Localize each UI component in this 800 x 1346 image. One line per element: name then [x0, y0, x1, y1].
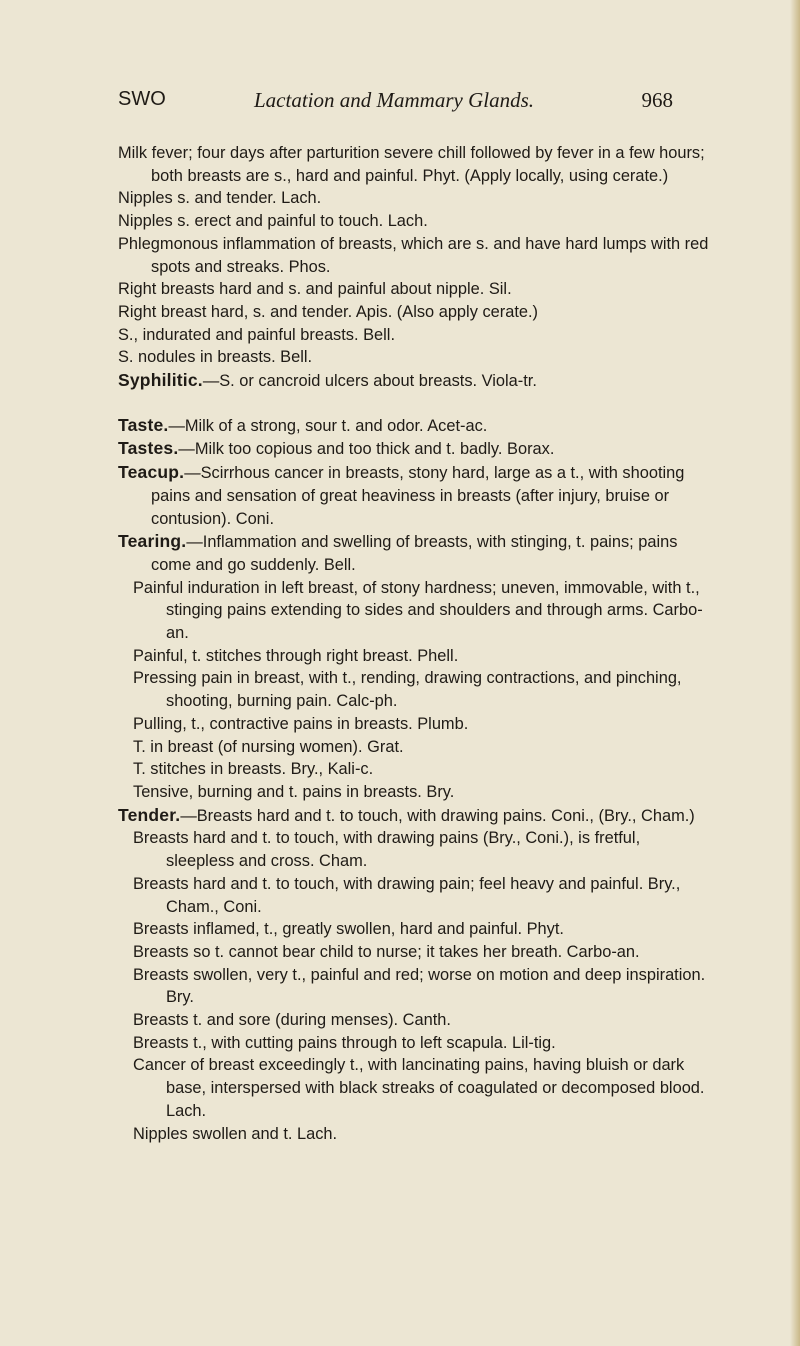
entry-tearing — [118, 530, 710, 576]
tender-sub-entry: Breasts hard and t. to touch, with drawing pain; feel heavy and painful. Bry., Cham., Coni. — [133, 874, 681, 916]
entry-nipples-tender: Nipples s. and tender. Lach. — [118, 189, 322, 208]
entry-nipples-erect: Nipples s. erect and painful to touch. Lach. — [118, 212, 428, 231]
tearing-text: —Inflammation and swelling of breasts, with stinging, t. pains; pains come and go suddenly. Bell. — [151, 533, 678, 574]
tearing-sub-entry: Tensive, burning and t. pains in breasts. Bry. — [133, 782, 455, 801]
tender-text: —Breasts hard and t. to touch, with drawing pains. Coni., (Bry., Cham.) — [180, 806, 695, 825]
keyword-tearing: Tearing. — [118, 531, 187, 552]
keyword-tender: Tender. — [118, 804, 181, 825]
teacup-text: —Scirrhous cancer in breasts, stony hard, large as a t., with shooting pains and sensation of great heaviness in breasts (after injury, bruise or contusion). Coni. — [151, 464, 685, 528]
tearing-sub-entry: Painful, t. stitches through right breast. Phell. — [133, 646, 459, 665]
tender-sub-entry: Breasts swollen, very t., painful and red; worse on motion and deep inspiration. Bry. — [133, 965, 706, 1007]
keyword-tastes: Tastes. — [118, 438, 179, 459]
header-title: Lactation and Mammary Glands. — [254, 88, 534, 112]
syphilitic-text: —S. or cancroid ulcers about breasts. Viola-tr. — [202, 372, 537, 391]
keyword-syphilitic: Syphilitic. — [118, 370, 203, 391]
entry-nodules: S. nodules in breasts. Bell. — [118, 348, 313, 367]
entry-teacup — [118, 461, 710, 530]
entry-tastes — [118, 437, 710, 461]
header-left: SWO — [118, 88, 166, 110]
entry-right-breast-apis: Right breast hard, s. and tender. Apis. (Also apply cerate.) — [118, 302, 539, 321]
tearing-sub-entry: Pressing pain in breast, with t., rending, drawing contractions, and pinching, shooting, burning pain. Calc-ph. — [133, 669, 682, 711]
tearing-sub-entry: T. stitches in breasts. Bry., Kali-c. — [133, 760, 374, 779]
page-body — [118, 142, 710, 1145]
tearing-sub-entry: T. in breast (of nursing women). Grat. — [133, 737, 404, 756]
tender-sub-entry: Breasts hard and t. to touch, with drawing pains (Bry., Coni.), is fretful, sleepless and cross. Cham. — [133, 829, 641, 871]
entry-taste — [118, 414, 710, 438]
tender-sub-entry: Cancer of breast exceedingly t., with lancinating pains, having bluish or dark base, interspersed with black streaks of coagulated or decomposed blood. Lach. — [133, 1056, 705, 1120]
running-header — [118, 88, 673, 118]
keyword-taste: Taste. — [118, 414, 169, 435]
tender-sub-entry: Breasts so t. cannot bear child to nurse; it takes her breath. Carbo-an. — [133, 942, 640, 961]
page-number: 968 — [641, 88, 673, 112]
keyword-teacup: Teacup. — [118, 462, 185, 483]
entry-syphilitic — [118, 369, 710, 393]
tender-sub-entry: Breasts t. and sore (during menses). Canth. — [133, 1011, 451, 1030]
tearing-sub-entry: Pulling, t., contractive pains in breasts. Plumb. — [133, 714, 469, 733]
page-edge-shadow — [790, 0, 800, 1346]
tearing-sub-entry: Painful induration in left breast, of stony hardness; uneven, immovable, with t., stinging pains extending to sides and shoulders and through arms. Carbo-an. — [133, 578, 703, 643]
tender-sub-entry: Breasts inflamed, t., greatly swollen, hard and painful. Phyt. — [133, 920, 564, 939]
entry-indurated: S., indurated and painful breasts. Bell. — [118, 325, 395, 344]
entry-tender — [118, 804, 710, 828]
tender-sub-entry: Nipples swollen and t. Lach. — [133, 1124, 338, 1143]
entry-right-breasts-hard: Right breasts hard and s. and painful about nipple. Sil. — [118, 280, 512, 299]
section-gap — [118, 393, 710, 414]
tender-sub-entry: Breasts t., with cutting pains through to left scapula. Lil-tig. — [133, 1033, 556, 1052]
taste-text: —Milk of a strong, sour t. and odor. Acet-ac. — [168, 416, 488, 435]
entry-milk-fever: Milk fever; four days after parturition severe chill followed by fever in a few hours; both breasts are s., hard and painful. Phyt. (Apply locally, using cerate.) — [118, 144, 705, 185]
tastes-text: —Milk too copious and too thick and t. badly. Borax. — [178, 440, 555, 459]
entry-phlegmonous: Phlegmonous inflammation of breasts, which are s. and have hard lumps with red spots and streaks. Phos. — [118, 234, 709, 276]
